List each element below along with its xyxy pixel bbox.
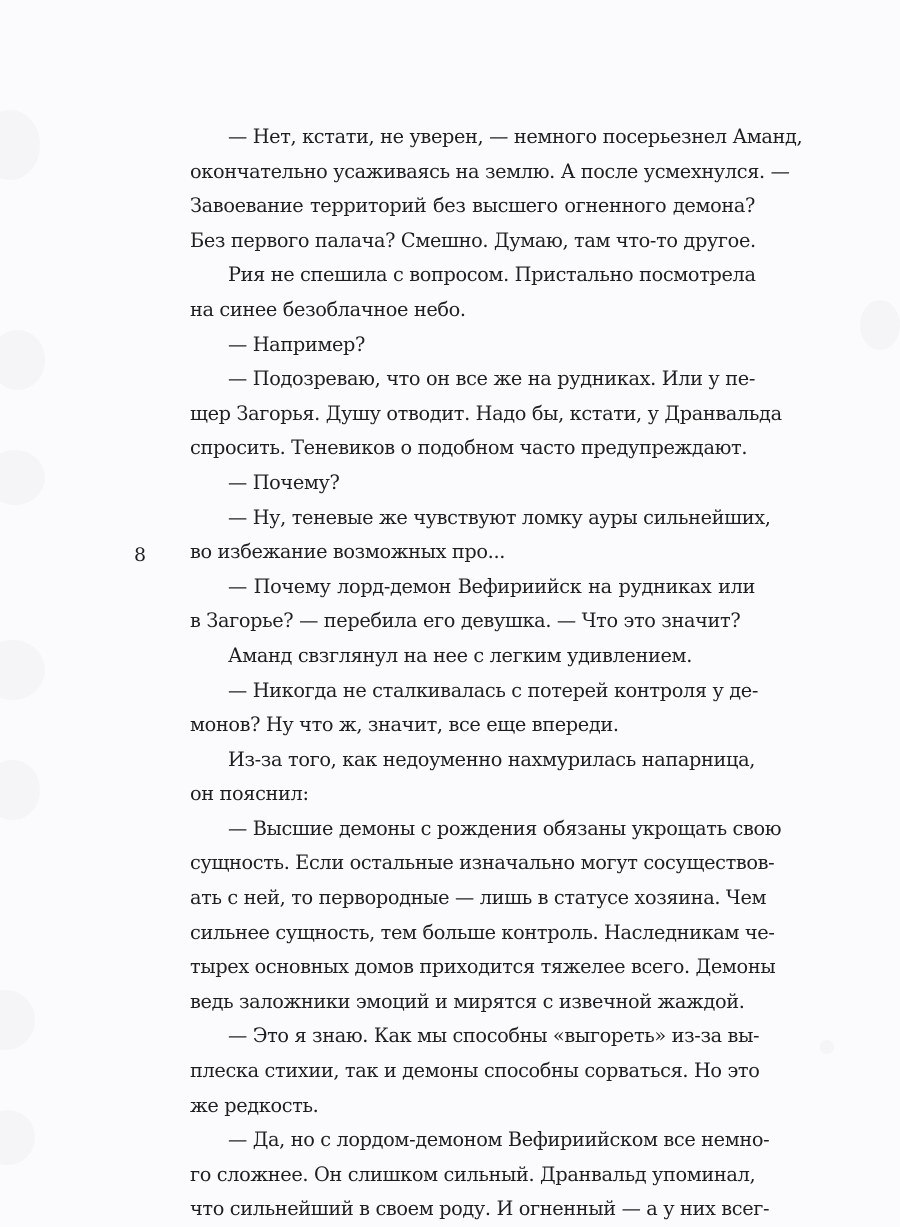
background-shape — [0, 1110, 35, 1165]
background-shape — [0, 760, 40, 820]
background-shape — [0, 330, 45, 390]
background-shape — [0, 640, 45, 700]
background-shape — [0, 450, 45, 505]
text-line: — Это я знаю. Как мы способны «выгореть» из-за вы- — [228, 1024, 760, 1048]
text-line: Без первого палача? Смешно. Думаю, там что-то другое. — [190, 228, 756, 252]
background-shape — [860, 300, 900, 350]
text-line: щер Загорья. Душу отводит. Надо бы, кстати, у Дранвальда — [190, 401, 782, 425]
text-line: монов? Ну что ж, значит, все еще впереди. — [190, 713, 619, 737]
text-line: на синее безоблачное небо. — [190, 297, 466, 321]
text-line: плеска стихии, так и демоны способны сорваться. Но это — [190, 1059, 760, 1083]
text-line: го сложнее. Он слишком сильный. Дранвальд упоминал, — [190, 1162, 756, 1186]
text-line: что сильнейший в своем роду. И огненный — а у них всег- — [190, 1197, 770, 1221]
text-line: — Подозреваю, что он все же на рудниках. Или у пе- — [228, 367, 755, 391]
text-line: Из-за того, как недоуменно нахмурилась напарница, — [228, 747, 755, 771]
text-line: — Высшие демоны с рождения обязаны укрощать свою — [228, 816, 782, 840]
text-line: тырех основных домов приходится тяжелее всего. Демоны — [190, 955, 776, 979]
text-line: во избежание возможных про... — [190, 540, 506, 564]
page-number: 8 — [134, 544, 147, 566]
text-line: окончательно усаживаясь на землю. А после усмехнулся. — — [190, 159, 790, 183]
text-line: — Например? — [228, 332, 366, 356]
text-line: в Загорье? — перебила его девушка. — Что это значит? — [190, 609, 741, 633]
text-line: сильнее сущность, тем больше контроль. Наследникам че- — [190, 920, 775, 944]
text-line: спросить. Теневиков о подобном часто предупреждают. — [190, 436, 748, 460]
text-line: — Почему лорд-демон Вефириийск на рудниках или — [228, 574, 755, 598]
text-line: ведь заложники эмоций и мирятся с извечной жаждой. — [190, 989, 745, 1013]
text-line: ать с ней, то первородные — лишь в статусе хозяина. Чем — [190, 886, 767, 910]
body-text — [190, 120, 803, 1227]
text-line: — Нет, кстати, не уверен, — немного посерьезнел Аманд, — [228, 125, 803, 148]
text-line: — Да, но с лордом-демоном Вефириийском все немно- — [228, 1128, 770, 1152]
background-shape — [820, 1040, 834, 1054]
text-line: — Никогда не сталкивалась с потерей контроля у де- — [228, 678, 758, 702]
text-line: Аманд свзглянул на нее с легким удивлением. — [228, 643, 692, 667]
text-line: Завоевание территорий без высшего огненного демона? — [190, 194, 755, 218]
background-shape — [0, 990, 35, 1050]
text-line: он пояснил: — [190, 782, 309, 806]
text-line: — Ну, теневые же чувствуют ломку ауры сильнейших, — [228, 505, 771, 529]
text-line: Рия не спешила с вопросом. Пристально посмотрела — [228, 263, 756, 287]
text-line: — Почему? — [228, 470, 340, 494]
background-shape — [0, 110, 40, 180]
text-line: сущность. Если остальные изначально могут сосуществов- — [190, 851, 775, 875]
text-line: же редкость. — [190, 1093, 319, 1117]
